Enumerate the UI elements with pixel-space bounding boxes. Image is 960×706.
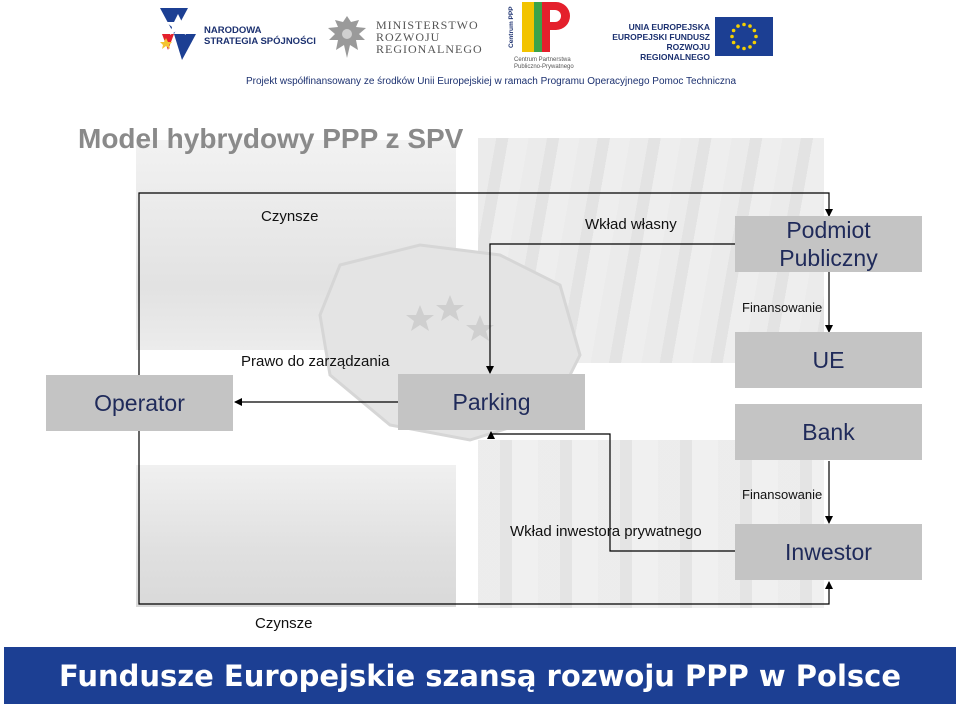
nss-line1: NARODOWA (204, 25, 262, 36)
connector-czynsze-top (139, 193, 829, 375)
node-parking: Parking (398, 374, 585, 430)
ue-line2: EUROPEJSKI FUNDUSZ (612, 32, 710, 42)
node-ue: UE (735, 332, 922, 388)
label-wklad-inwestora: Wkład inwestora prywatnego (510, 523, 702, 540)
node-podmiot-line2: Publiczny (779, 245, 878, 271)
footer-text: Fundusze Europejskie szansą rozwoju PPP w Polsce (58, 658, 902, 693)
nss-line2: STRATEGIA SPÓJNOŚCI (204, 36, 316, 47)
label-czynsze-bottom: Czynsze (255, 615, 313, 632)
connector-wklad-wlasny (490, 244, 735, 373)
node-bank: Bank (735, 404, 922, 460)
node-podmiot-publiczny (735, 216, 922, 272)
mrr-line3: REGIONALNEGO (376, 42, 483, 56)
node-podmiot-line1: Podmiot (786, 217, 871, 243)
ppp-caption2: Publiczno-Prywatnego (514, 64, 574, 70)
label-prawo: Prawo do zarządzania (241, 353, 390, 370)
label-finansowanie-top: Finansowanie (742, 300, 823, 315)
connector-czynsze-bottom (139, 431, 829, 604)
mrr-line1: MINISTERSTWO (376, 18, 479, 32)
node-inwestor: Inwestor (735, 524, 922, 580)
label-czynsze-top: Czynsze (261, 208, 319, 225)
footer-banner (4, 647, 956, 704)
ppp-caption1: Centrum Partnerstwa (514, 57, 571, 63)
node-operator: Operator (46, 375, 233, 431)
ppp-vertical-text: Centrum PPP (508, 6, 515, 48)
label-finansowanie-bottom: Finansowanie (742, 487, 823, 502)
cofinancing-note: Projekt współfinansowany ze środków Unii Europejskiej w ramach Programu Operacyjnego Pomoc Techniczna (246, 76, 737, 87)
mrr-line2: ROZWOJU (376, 30, 441, 44)
ue-line1: UNIA EUROPEJSKA (628, 22, 710, 32)
page-title: Model hybrydowy PPP z SPV (78, 123, 464, 154)
label-wklad-wlasny: Wkład własny (585, 216, 677, 233)
ue-line3: ROZWOJU REGIONALNEGO (640, 42, 710, 62)
